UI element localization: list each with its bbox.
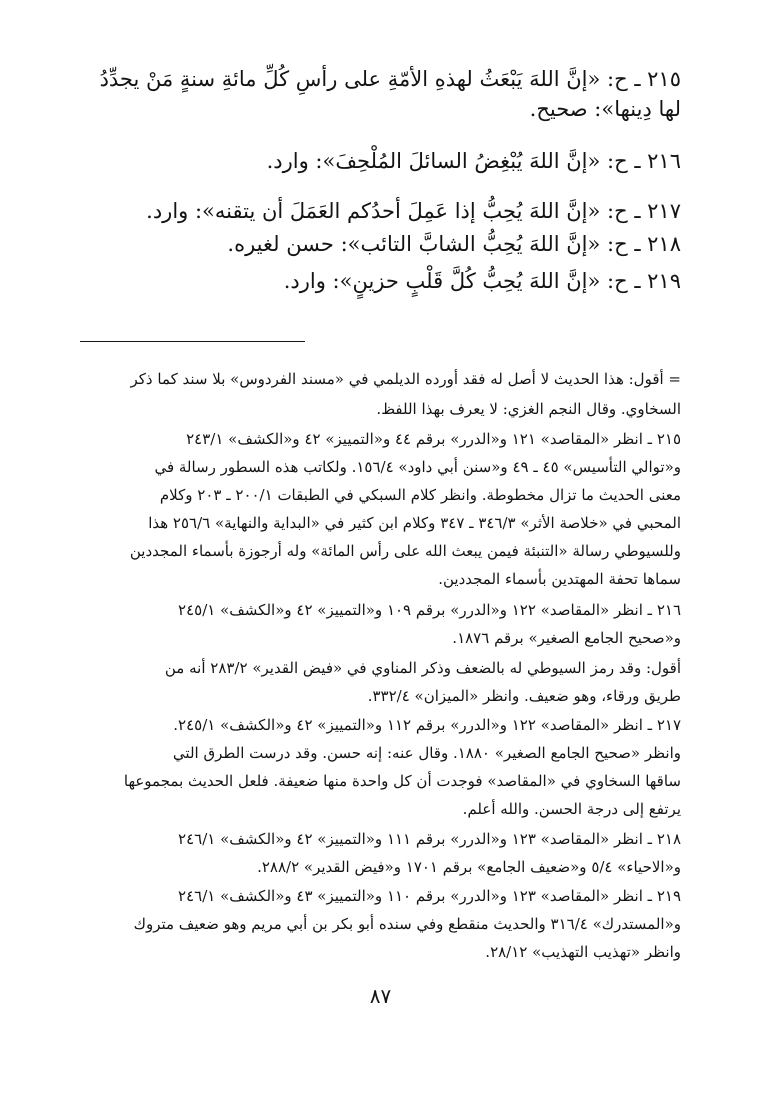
footnote-line: ٢١٨ ـ انظر «المقاصد» ١٢٣ و«الدرر» برقم ١١١ و«التمييز» ٤٢ و«الكشف» ٢٤٦/١ <box>178 830 681 848</box>
footnote-line: ٢١٧ ـ انظر «المقاصد» ١٢٢ و«الدرر» برقم ١١٢ و«التمييز» ٤٢ و«الكشف» ٢٤٥/١. <box>173 716 681 734</box>
hadith-216: ٢١٦ ـ ح: «إنَّ اللهَ يُبْغِضُ السائلَ المُلْحِفَ»: وارد. <box>266 149 681 173</box>
footnote-line: سماها تحفة المهتدين بأسماء المجددين. <box>438 570 681 588</box>
footnote-line: وللسيوطي رسالة «التنبئة فيمن يبعث الله على رأس المائة» وله أرجوزة بأسماء المجددين <box>129 542 681 560</box>
footnote-line: و«المستدرك» ٣١٦/٤ والحديث منقطع وفي سنده أبو بكر بن أبي مريم وهو ضعيف متروك <box>133 915 681 933</box>
footnote-line: السخاوي. وقال النجم الغزي: لا يعرف بهذا اللفظ. <box>376 400 681 418</box>
hadith-215: ٢١٥ ـ ح: «إنَّ اللهَ يَبْعَثُ لهذهِ الأمّةِ على رأسِ كُلِّ مائةِ سنةٍ مَنْ يجدِّدُ لها دِينها»: صحيح. <box>99 67 681 121</box>
footnote-line: ٢١٥ ـ انظر «المقاصد» ١٢١ و«الدرر» برقم ٤٤ و«التمييز» ٤٢ و«الكشف» ٢٤٣/١ <box>186 430 681 448</box>
footnote-line: المحبي في «خلاصة الأثر» ٣٤٦/٣ ـ ٣٤٧ وكلام ابن كثير في «البداية والنهاية» ٢٥٦/٦ هذا <box>148 514 681 532</box>
footnote-line: و«الاحياء» ٥/٤ و«ضعيف الجامع» برقم ١٧٠١ و«فيض القدير» ٢٨٨/٢. <box>257 858 681 876</box>
footnote-line: أقول: وقد رمز السيوطي له بالضعف وذكر المناوي في «فيض القدير» ٢٨٣/٢ أنه من <box>164 659 681 677</box>
footnote-line: و«توالي التأسيس» ٤٥ ـ ٤٩ و«سنن أبي داود» ١٥٦/٤. ولكاتب هذه السطور رسالة في <box>154 458 681 476</box>
footnote-line: ٢١٦ ـ انظر «المقاصد» ١٢٢ و«الدرر» برقم ١٠٩ و«التمييز» ٤٢ و«الكشف» ٢٤٥/١ <box>178 601 681 619</box>
footnote-line: وانظر «تهذيب التهذيب» ٢٨/١٢. <box>485 943 681 961</box>
page-number: ٨٧ <box>369 984 392 1008</box>
footnote-line: ٢١٩ ـ انظر «المقاصد» ١٢٣ و«الدرر» برقم ١١٠ و«التمييز» ٤٣ و«الكشف» ٢٤٦/١ <box>178 887 681 905</box>
hadith-218: ٢١٨ ـ ح: «إنَّ اللهَ يُحِبُّ الشابَّ التائب»: حسن لغيره. <box>227 232 681 256</box>
footnote-line: و«صحيح الجامع الصغير» برقم ١٨٧٦. <box>452 629 681 647</box>
footnote-line: = أقول: هذا الحديث لا أصل له فقد أورده الديلمي في «مسند الفردوس» بلا سند كما ذكر <box>130 370 681 388</box>
footnote-line: طريق ورقاء، وهو ضعيف. وانظر «الميزان» ٣٣٢/٤. <box>367 687 681 705</box>
footnote-separator <box>80 341 305 342</box>
footnote-line: وانظر «صحيح الجامع الصغير» ١٨٨٠. وقال عنه: إنه حسن. وقد درست الطرق التي <box>172 744 681 762</box>
footnote-line: معنى الحديث ما تزال مخطوطة. وانظر كلام السبكي في الطبقات ٢٠٠/١ ـ ٢٠٣ وكلام <box>159 486 681 504</box>
footnote-line: ساقها السخاوي في «المقاصد» فوجدت أن كل واحدة منها ضعيفة. فلعل الحديث بمجموعها <box>123 772 681 790</box>
hadith-219: ٢١٩ ـ ح: «إنَّ اللهَ يُحِبُّ كُلَّ قَلْبٍ حزينٍ»: وارد. <box>283 269 681 293</box>
hadith-217: ٢١٧ ـ ح: «إنَّ اللهَ يُحِبُّ إذا عَمِلَ أحدُكم العَمَلَ أن يتقنه»: وارد. <box>146 199 681 223</box>
footnote-line: يرتفع إلى درجة الحسن. والله أعلم. <box>462 800 681 818</box>
